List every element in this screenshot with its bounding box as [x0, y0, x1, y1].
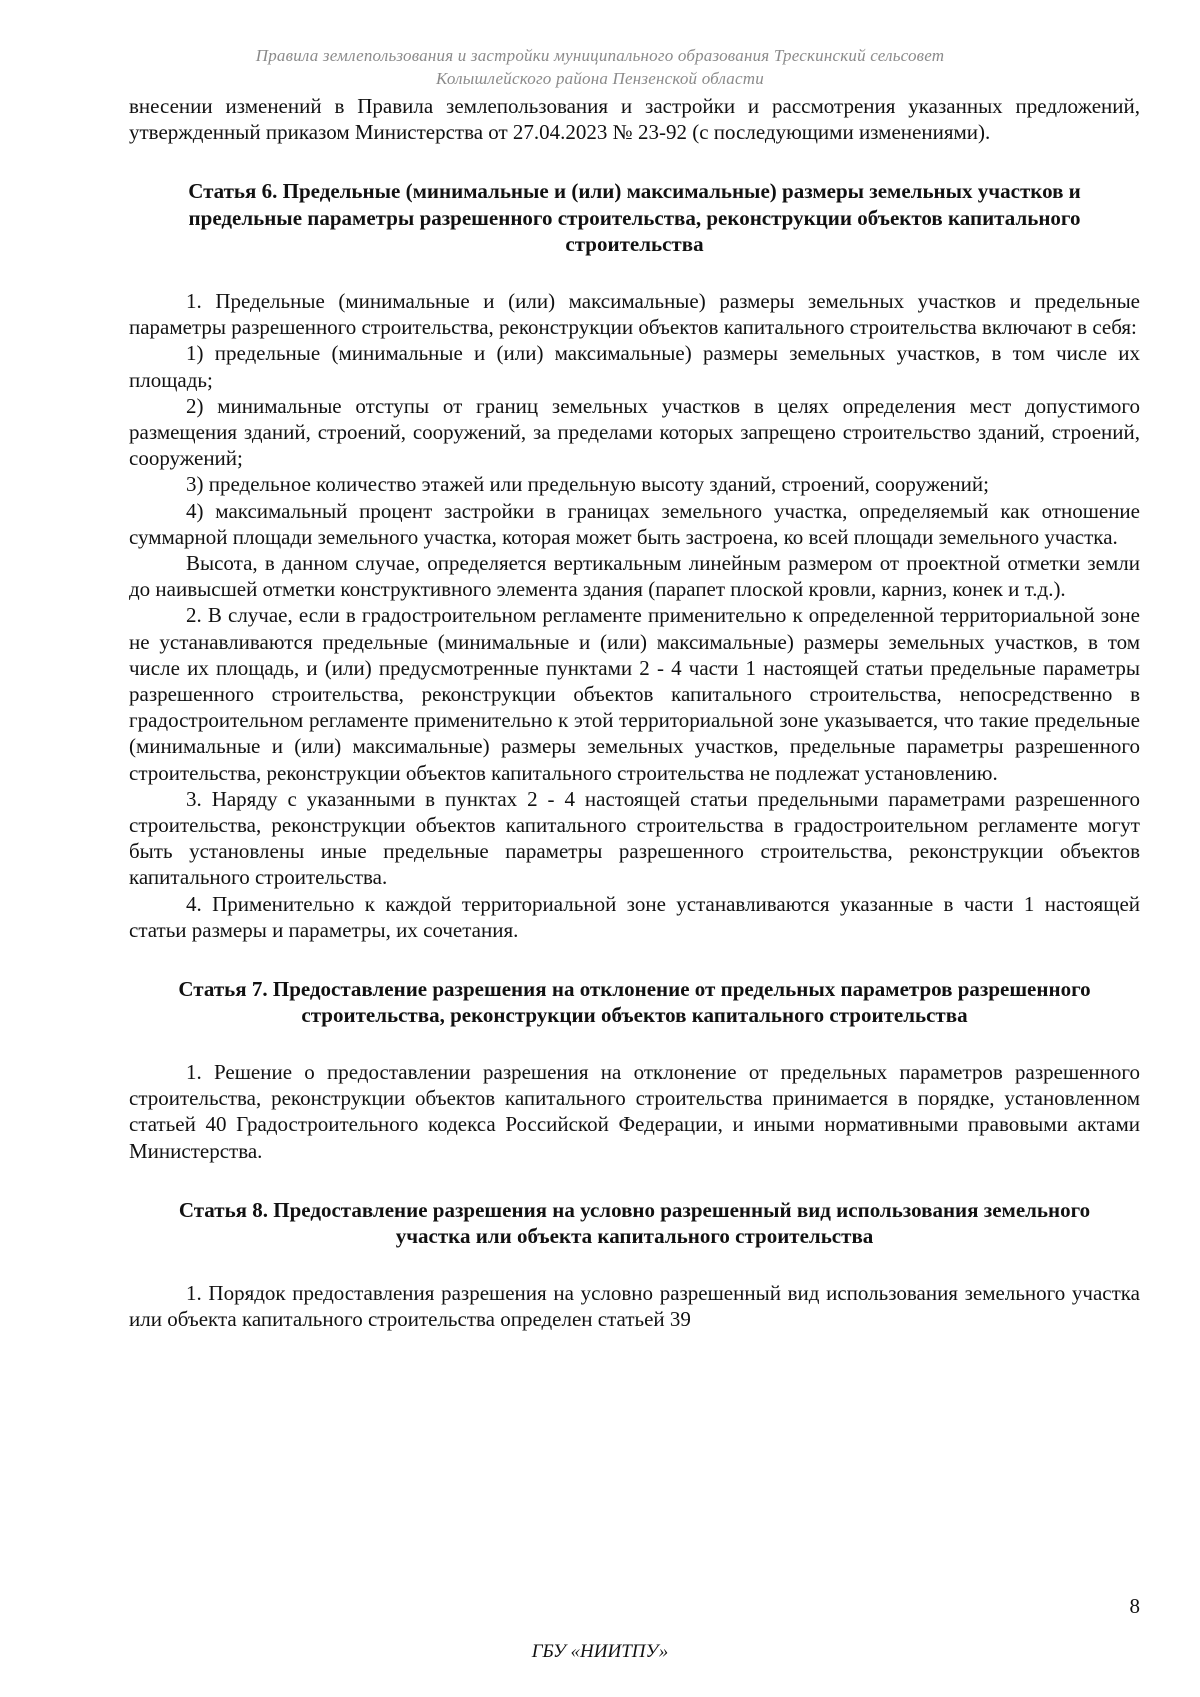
article-6-paragraph: 4. Применительно к каждой территориальной зоне устанавливаются указанные в части 1 настоящей статьи размеры и параметры, их сочетания. [129, 891, 1140, 942]
article-6-paragraph: 3) предельное количество этажей или предельную высоту зданий, строений, сооружений; [186, 472, 989, 497]
article-6-paragraph: Высота, в данном случае, определяется вертикальным линейным размером от проектной отметки земли до наивысшей отметки конструктивного элемента здания (парапет плоской кровли, карниз, конек и т.д.). [129, 550, 1140, 602]
article-7-paragraph: 1. Решение о предоставлении разрешения на отклонение от предельных параметров разрешенного строительства, реконструкции объектов капитального строительства принимается в порядке, установленном статьей 40 Градостроительного кодекса Российской Федерации, и иными нормативными правовыми актами Министерства. [129, 1059, 1140, 1163]
footer-organization: ГБУ «НИИТПУ» [531, 1641, 669, 1662]
intro-paragraph: внесении изменений в Правила землепользования и застройки и рассмотрения указанных предложений, утвержденный приказом Министерства от 27.04.2023 № 23-92 (с последующими изменениями). [129, 94, 1140, 145]
article-6-heading: Статья 6. Предельные (минимальные и (или) максимальные) размеры земельных участков и предельные параметры разрешенного строительства, реконструкции объектов капитального строительства [188, 179, 1081, 257]
article-6-paragraph: 1. Предельные (минимальные и (или) максимальные) размеры земельных участков и предельные параметры разрешенного строительства, реконструкции объектов капитального строительства включают в себя: [129, 288, 1140, 340]
running-header [0, 44, 1200, 90]
article-6-paragraph: 3. Наряду с указанными в пунктах 2 - 4 настоящей статьи предельными параметрами разрешенного строительства, реконструкции объектов капитального строительства в градостроительном регламенте могут быть установлены иные предельные параметры разрешенного строительства, реконструкции объектов капитального строительства. [129, 786, 1140, 890]
article-6-paragraph: 2) минимальные отступы от границ земельных участков в целях определения мест допустимого размещения зданий, строений, сооружений, за пределами которых запрещено строительство зданий, строений, сооружений; [129, 393, 1140, 471]
document-body [129, 93, 1140, 1332]
article-6-paragraph: 1) предельные (минимальные и (или) максимальные) размеры земельных участков, в том числе их площадь; [129, 341, 1140, 392]
article-6-paragraph: 4) максимальный процент застройки в границах земельного участка, определяемый как отношение суммарной площади земельного участка, которая может быть застроена, ко всей площади земельного участка. [129, 498, 1140, 549]
article-7-heading: Статья 7. Предоставление разрешения на отклонение от предельных параметров разрешенного строительства, реконструкции объектов капитального строительства [178, 976, 1091, 1028]
article-6-paragraph: 2. В случае, если в градостроительном регламенте применительно к определенной территориальной зоне не устанавливаются предельные (минимальные и (или) максимальные) размеры земельных участков, в том числе их площадь, и (или) предусмотренные пунктами 2 - 4 части 1 настоящей статьи предельные параметры разрешенного строительства, реконструкции объектов капитального строительства, непосредственно в градостроительном регламенте применительно к этой территориальной зоне указывается, что такие предельные (минимальные и (или) максимальные) размеры земельных участков, предельные параметры разрешенного строительства, реконструкции объектов капитального строительства не подлежат установлению. [129, 603, 1140, 785]
page-number: 8 [1129, 1594, 1140, 1618]
running-header-line-2: Колышлейского района Пензенской области [436, 69, 764, 88]
article-8-paragraph: 1. Порядок предоставления разрешения на условно разрешенный вид использования земельного участка или объекта капитального строительства определен статьей 39 [129, 1280, 1140, 1331]
running-header-line-1: Правила землепользования и застройки муниципального образования Трескинский сельсовет [255, 46, 945, 65]
article-8-heading: Статья 8. Предоставление разрешения на условно разрешенный вид использования земельного участка или объекта капитального строительства [178, 1197, 1091, 1249]
